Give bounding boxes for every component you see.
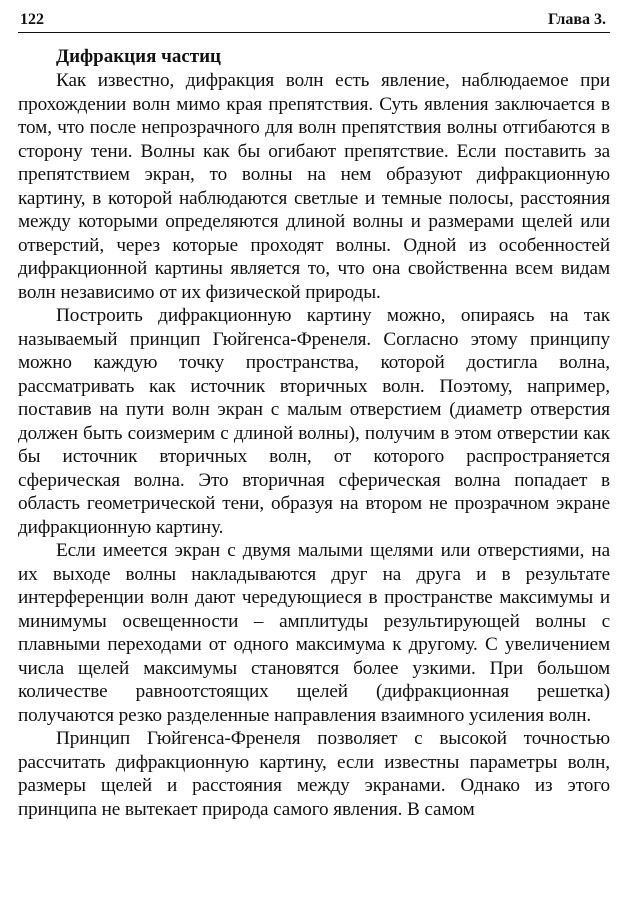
paragraph: Принцип Гюйгенса-Френеля позволяет с высокой точностью рассчитать дифракционную картину, если известны параметры волн, размеры щелей и расстояния между экранами. Однако из этого принципа не вытекает природа самого явления. В самом <box>18 728 610 820</box>
chapter-label: Глава 3. <box>548 11 606 28</box>
page-number: 122 <box>20 11 44 28</box>
paragraph: Построить дифракционную картину можно, опираясь на так называемый принцип Гюйгенса-Френеля. Согласно этому принципу можно каждую точку пространства, которой достигла волна, рассматривать как источник вторичных волн. Поэтому, например, поставив на пути волн экран с малым отверстием (диаметр отверстия должен быть соизмерим с длиной волны), получим в этом отверстии как бы источник вторичных волн, от которого распространяется сферическая волна. Это вторичная сферическая волна попадает в область геометрической тени, образуя на втором не прозрачном экране дифракционную картину. <box>18 305 610 538</box>
section-title: Дифракция частиц <box>56 46 221 67</box>
paragraph: Если имеется экран с двумя малыми щелями или отверстиями, на их выходе волны накладываются друг на друга и в результате интерференции волн дают чередующиеся в пространстве максимумы и минимумы освещенности – амплитуды результирующей волны с плавными переходами от одного максимума к другому. С увеличением числа щелей максимумы становятся более узкими. При большом количестве равноотстоящих щелей (дифракционная решетка) получаются резко разделенные направления взаимного усиления волн. <box>18 540 610 726</box>
page-header <box>18 6 610 33</box>
document-page <box>18 6 610 821</box>
paragraph: Как известно, дифракция волн есть явление, наблюдаемое при прохождении волн мимо края препятствия. Суть явления заключается в том, что после непрозрачного для волн препятствия волны отгибаются в сторону тени. Волны как бы огибают препятствие. Если поставить за препятствием экран, то волны на нем образуют дифракционную картину, в которой наблюдаются светлые и темные полосы, расстояния между которыми определяются длиной волны и размерами щелей или отверстий, через которые проходят волны. Одной из особенностей дифракционной картины является то, что она свойственна всем видам волн независимо от их физической природы. <box>18 70 610 303</box>
